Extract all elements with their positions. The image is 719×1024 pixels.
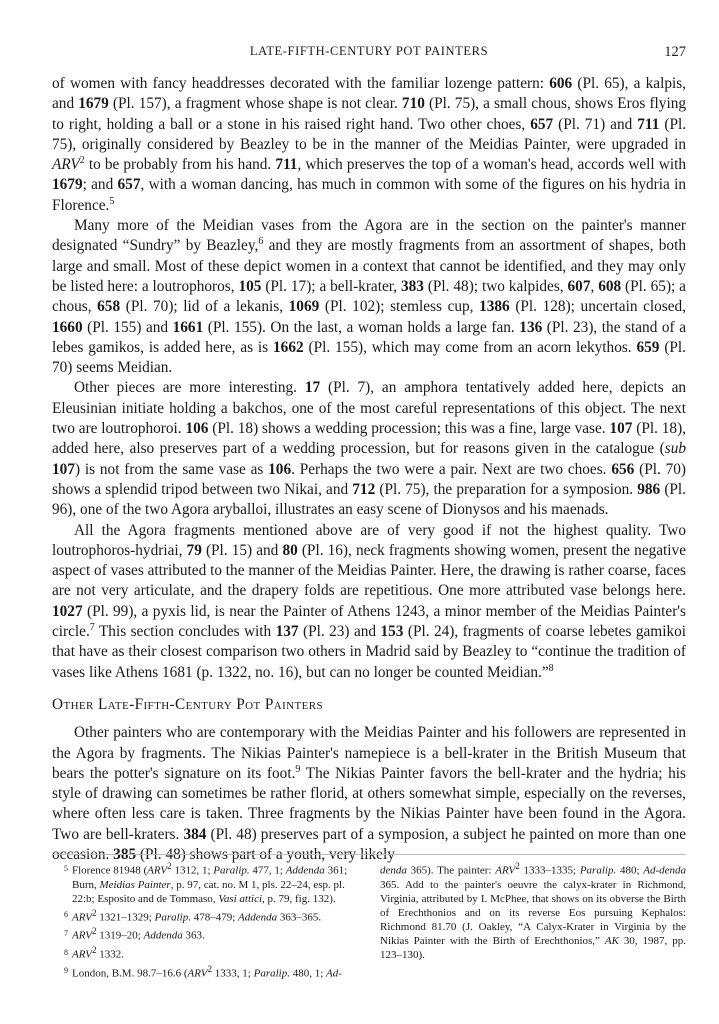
addenda-abbrev: Ad-denda	[643, 864, 686, 877]
sub-abbrev: sub	[664, 440, 686, 458]
text-run: Other pieces are more interesting.	[74, 379, 305, 397]
page-header	[52, 44, 686, 64]
footnote-mark: 9	[64, 966, 68, 976]
page-number: 127	[664, 44, 686, 60]
catalogue-number: 106	[268, 460, 292, 478]
arv-edition: 2	[91, 907, 97, 918]
book-title: Vasi attici	[218, 892, 263, 905]
text-run: (Pl. 48) shows part of a youth, very likely	[136, 845, 395, 863]
paralip-abbrev: Paralip.	[579, 864, 617, 877]
catalogue-number: 383	[400, 277, 424, 295]
text-run: (Pl. 17); a bell-krater,	[261, 277, 401, 295]
text-run: 363.	[182, 929, 205, 942]
paragraph-3	[52, 378, 686, 520]
catalogue-number: 710	[401, 95, 425, 113]
text-run: 365). The painter:	[406, 864, 496, 877]
footnote-rule	[52, 854, 686, 855]
text-run: 1333, 1;	[212, 967, 254, 980]
catalogue-number: 1386	[479, 298, 510, 316]
catalogue-number: 1069	[288, 298, 320, 316]
text-run: 30, 1987, pp. 123–130).	[380, 934, 686, 961]
text-run: (Pl. 70) seems Meidian.	[52, 338, 686, 377]
text-run: ; and	[82, 176, 118, 194]
text-run: Many more of the Meidian vases from the Agora are in the section on the painter's manner designated “Sundry” by Beazley,	[52, 217, 686, 255]
text-run: (Pl. 75), originally considered by Beazley to be in the manner of the Meidias Painter, were upgraded in	[52, 115, 687, 153]
text-run: 365. Add to the painter's oeuvre the calyx-krater in Richmond, Virginia, attributed by I. McPhee, that shows on its obverse the Birth of Erechthonios and on its reverse Eos pursuing Kephalos: Richmond 81.70 (J. Oakley, “A Calyx-Krater in Virginia by the Nikias Painter with the Birth of Erechthonios,”	[380, 878, 686, 947]
footnote-9	[52, 962, 358, 981]
text-run: (Pl. 23), the stand of a lebes gamikos, is added here, as is	[52, 318, 686, 356]
footnote-5	[52, 859, 358, 906]
text-run: Florence 81948 (	[72, 864, 148, 877]
arv-abbrev: ARV	[72, 948, 92, 961]
footnote-mark: 5	[64, 863, 68, 873]
catalogue-number: 107	[52, 460, 75, 478]
footnote-9-continued	[380, 859, 686, 962]
arv-abbrev: ARV	[187, 967, 208, 980]
paralip-abbrev: Paralip.	[154, 911, 191, 924]
addenda-abbrev: Addenda	[143, 929, 183, 942]
text-run: (Pl. 65); a chous,	[52, 277, 686, 316]
text-run: 1312, 1;	[171, 864, 214, 877]
paragraph-1	[52, 74, 686, 216]
text-run: (Pl. 96), one of the two Agora aryballoi, illustrates an easy scene of Dionysos and his maenads.	[52, 480, 687, 519]
addenda-abbrev: Addenda	[238, 911, 278, 924]
paralip-abbrev: Paralip.	[213, 864, 250, 877]
paragraph-2	[52, 216, 686, 378]
catalogue-number: 711	[637, 115, 660, 133]
catalogue-number: 608	[598, 277, 622, 295]
catalogue-number: 657	[530, 115, 554, 133]
text-run: (Pl. 7), an amphora tentatively added here, depicts an Eleusinian initiate holding a bakchos, one of the most careful representations of this object. The next two are loutrophoroi.	[52, 379, 687, 438]
catalogue-number: 607	[567, 277, 591, 295]
arv-abbrev: ARV	[72, 929, 92, 942]
text-run: 478–479;	[190, 911, 239, 924]
arv-edition: 2	[515, 861, 520, 871]
text-run: and they are mostly fragments from an assortment of shapes, both large and small. Most of these depict women in a context that cannot be identified, and they may only be listed here: a loutrophoros,	[52, 237, 686, 295]
text-run: 361; Burn,	[72, 864, 348, 891]
text-run: 480, 1;	[289, 967, 327, 980]
text-run: , with a woman dancing, has much in common with some of the figures on his hydria in Florence.	[52, 176, 686, 214]
addenda-abbrev: Ad-	[326, 967, 342, 980]
section-heading: Other Late-Fifth-Century Pot Painters	[52, 695, 324, 713]
arv-abbrev: ARV	[147, 864, 168, 877]
catalogue-number: 105	[238, 277, 262, 295]
footnote-column-right	[380, 859, 686, 980]
catalogue-number: 711	[275, 156, 298, 174]
text-run: This section concludes with	[94, 623, 276, 641]
text-run: (Pl. 23) and	[298, 623, 381, 641]
catalogue-number: 79	[186, 541, 202, 559]
text-run: (Pl. 155) and	[82, 318, 173, 336]
text-run: 1332.	[96, 948, 125, 961]
text-run: ,	[590, 277, 599, 295]
body-text	[52, 74, 686, 865]
footnote-8	[52, 943, 358, 962]
catalogue-number: 1660	[52, 318, 83, 336]
paralip-abbrev: Paralip.	[253, 967, 290, 980]
text-run: 1319–20;	[96, 929, 144, 942]
book-title: Meidias Painter	[99, 878, 171, 891]
catalogue-number: 659	[636, 338, 660, 356]
catalogue-number: 1679	[78, 95, 109, 113]
footnote-column-left	[52, 859, 358, 980]
text-run: . Perhaps the two were a pair. Next are two choes.	[291, 460, 612, 478]
catalogue-number: 712	[352, 480, 376, 498]
text-run: (Pl. 70) shows a splendid tripod between two Nikai, and	[52, 460, 686, 498]
text-run: ) is not from the same vase as	[74, 460, 269, 478]
text-run: (Pl. 155), which may come from an acorn lekythos.	[303, 338, 637, 356]
catalogue-number: 136	[519, 318, 543, 336]
footnotes	[52, 859, 686, 980]
journal-abbrev: AK	[604, 934, 619, 947]
catalogue-number: 1027	[52, 602, 83, 620]
text-run: (Pl. 75), the preparation for a symposion.	[375, 480, 638, 498]
text-run: London, B.M. 98.7–16.6 (	[72, 967, 188, 980]
catalogue-number: 986	[637, 480, 661, 498]
footnote-ref[interactable]: 7	[89, 622, 95, 634]
catalogue-number: 106	[185, 420, 209, 438]
text-run: (Pl. 48); two kalpides,	[423, 277, 568, 295]
footnote-mark: 8	[64, 947, 68, 957]
catalogue-number: 385	[113, 845, 137, 863]
text-run: (Pl. 128); uncertain closed,	[509, 298, 686, 316]
catalogue-number: 107	[609, 420, 633, 438]
catalogue-number: 17	[304, 379, 321, 397]
footnote-mark: 6	[64, 910, 68, 920]
footnote-ref[interactable]: 5	[109, 195, 115, 207]
text-run: (Pl. 24), fragments of coarse lebetes gamikoi that have as their closest comparison two others in Madrid said by Beazley to “continue the tradition of vases like Athens 1681 (p. 1322, no. 16), but can no longer be counted Meidian.”	[52, 623, 686, 681]
running-head: LATE-FIFTH-CENTURY POT PAINTERS	[249, 44, 489, 58]
catalogue-number: 80	[282, 541, 298, 559]
arv-abbrev: ARV	[52, 156, 80, 174]
text-run: 1333–1335;	[519, 864, 580, 877]
text-run: (Pl. 99), a pyxis lid, is near the Painter of Athens 1243, a minor member of the Meidias Painter's circle.	[52, 602, 686, 641]
text-run: , which preserves the top of a woman's head, accords well with	[297, 156, 686, 174]
footnote-ref[interactable]: 9	[295, 763, 301, 775]
text-run: (Pl. 18) shows a wedding procession; this was a fine, large vase.	[208, 420, 610, 438]
text-run: (Pl. 15) and	[201, 541, 283, 559]
arv-edition: 2	[91, 926, 97, 937]
footnote-ref[interactable]: 8	[548, 662, 554, 674]
footnote-mark: 7	[64, 928, 68, 938]
footnote-ref[interactable]: 6	[258, 236, 264, 248]
arv-abbrev: ARV	[72, 911, 92, 924]
catalogue-number: 137	[275, 623, 299, 641]
text-run: 477, 1;	[249, 864, 286, 877]
text-run: (Pl. 155). On the last, a woman holds a large fan.	[203, 318, 520, 336]
text-run: 480;	[616, 864, 644, 877]
text-run: (Pl. 65), a kalpis, and	[52, 75, 687, 113]
text-run: (Pl. 102); stemless cup,	[319, 298, 480, 316]
text-run: (Pl. 70); lid of a lekanis,	[120, 298, 289, 316]
addenda-abbrev: Addenda	[285, 864, 325, 877]
text-run: Other painters who are contemporary with the Meidias Painter and his followers are represented in the Agora by fragments. The Nikias Painter's namepiece is a bell-krater in the British Museum that bears the potter's signature on its foot.	[52, 724, 686, 782]
arv-edition: 2	[167, 861, 172, 871]
catalogue-number: 657	[117, 176, 141, 194]
text-run: 363–365.	[277, 911, 322, 924]
text-run: (Pl. 157), a fragment whose shape is not clear.	[108, 95, 402, 113]
catalogue-number: 153	[380, 623, 404, 641]
catalogue-number: 656	[611, 460, 635, 478]
paragraph-5	[52, 723, 686, 865]
catalogue-number: 1679	[52, 176, 83, 194]
text-run: (Pl. 71) and	[553, 115, 638, 133]
catalogue-number: 384	[183, 825, 207, 843]
arv-edition: 2	[79, 155, 85, 167]
catalogue-number: 1662	[273, 338, 304, 356]
catalogue-number: 1661	[172, 318, 204, 336]
footnote-7	[52, 924, 358, 943]
text-run: (Pl. 16), neck fragments showing women, present the negative aspect of vases attributed to the manner of the Meidias Painter. Here, the drawing is rather coarse, faces are not very articulate, and the drapery folds are repetitious. One more attributed vase belongs here.	[52, 541, 686, 600]
catalogue-number: 658	[97, 298, 121, 316]
text-run: to be probably from his hand.	[84, 156, 276, 174]
text-run: 1321–1329;	[96, 911, 155, 924]
text-run: The Nikias Painter favors the bell-krater and the hydria; his style of drawing can sometimes be rather florid, at others somewhat simple, especially on the reverses, where often less care is taken. Three fragments by the Nikias Painter have been found in the Agora. Two are bell-kraters.	[52, 764, 686, 843]
text-run: (Pl. 18), added here, also preserves part of a wedding procession, but for reasons given in the catalogue (	[52, 420, 686, 458]
text-run: (Pl. 75), a small chous, shows Eros flying to right, holding a ball or a stone in his raised right hand. Two other choes,	[52, 95, 686, 133]
arv-abbrev: ARV	[495, 864, 516, 877]
catalogue-number: 606	[549, 75, 573, 92]
footnote-6	[52, 906, 358, 925]
addenda-abbrev: denda	[380, 864, 407, 877]
text-run: , p. 97, cat. no. M 1, pls. 22–24, esp. pl. 22:b; Esposito and de Tommaso,	[72, 878, 345, 905]
text-run: of women with fancy headdresses decorated with the familiar lozenge pattern:	[52, 75, 550, 92]
paragraph-4	[52, 521, 686, 683]
arv-edition: 2	[91, 944, 97, 955]
text-run: , p. 79, fig. 132).	[262, 892, 336, 905]
text-run: (Pl. 48) preserves part of a symposion, a subject he painted on more than one occasion.	[52, 825, 687, 863]
text-run: All the Agora fragments mentioned above are of very good if not the highest quality. Two loutrophoros-hydriai,	[52, 521, 686, 559]
arv-edition: 2	[207, 963, 213, 974]
